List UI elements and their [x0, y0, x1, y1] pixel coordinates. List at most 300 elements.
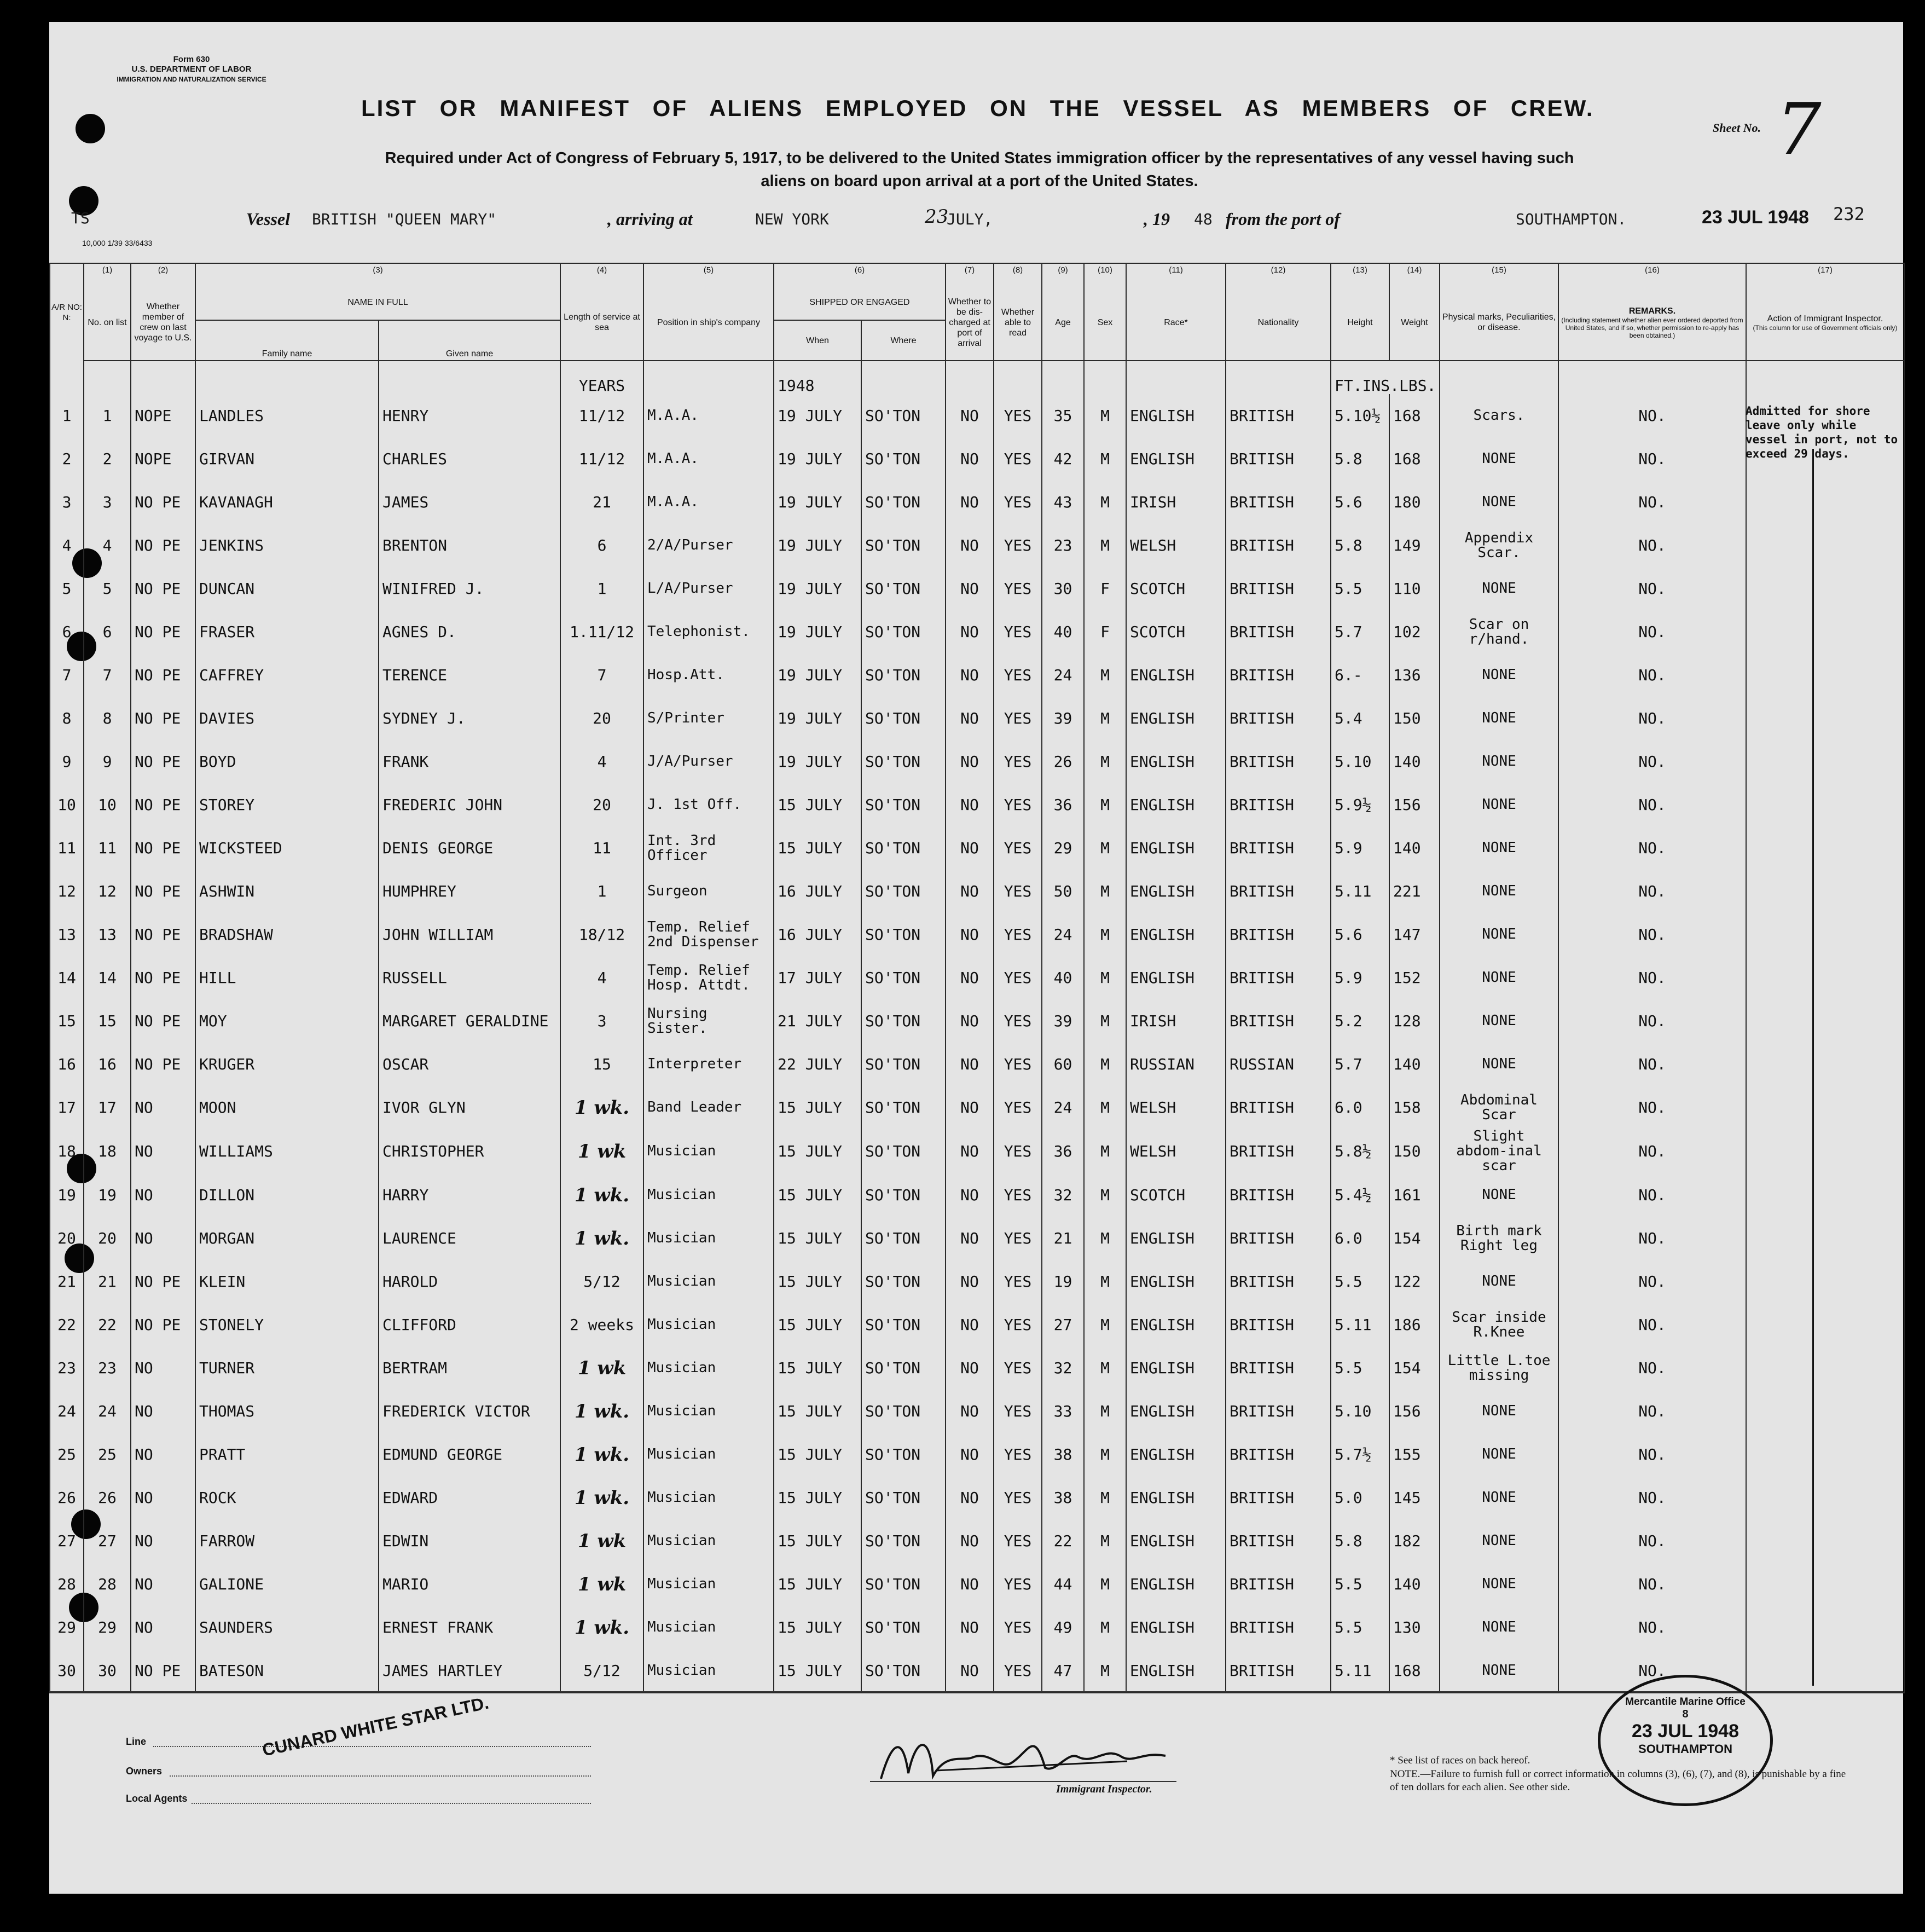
row-sex: F [1084, 567, 1126, 610]
row-shipped-where: SO'TON [861, 1086, 946, 1129]
print-code: 10,000 1/39 33/6433 [82, 239, 153, 247]
row-given-name: BRENTON [379, 524, 560, 567]
row-family-name: HILL [195, 956, 379, 999]
row-inspector-action [1746, 1346, 1904, 1390]
crew-row [50, 913, 1904, 956]
row-ar-number: 7 [50, 653, 84, 697]
row-shipped-when: 15 JULY [774, 1217, 861, 1260]
row-given-name: JOHN WILLIAM [379, 913, 560, 956]
row-shipped-when: 19 JULY [774, 740, 861, 783]
crew-row [50, 524, 1904, 567]
row-discharged: NO [946, 567, 994, 610]
sheet-number: 7 [1776, 88, 1822, 171]
line-label: Line [126, 1736, 147, 1747]
row-race: ENGLISH [1126, 653, 1226, 697]
row-given-name: ERNEST FRANK [379, 1606, 560, 1649]
row-age: 27 [1042, 1303, 1084, 1346]
row-able-to-read: YES [994, 437, 1042, 481]
departure-port: SOUTHAMPTON. [1516, 210, 1627, 228]
row-ar-number: 10 [50, 783, 84, 826]
sex-header: Sex [1084, 285, 1126, 361]
row-race: ENGLISH [1126, 1519, 1226, 1563]
row-service-length: 1 wk. [560, 1433, 643, 1476]
row-position: 2/A/Purser [643, 524, 774, 567]
row-nationality: BRITISH [1226, 999, 1331, 1043]
row-family-name: SAUNDERS [195, 1606, 379, 1649]
row-shipped-where: SO'TON [861, 999, 946, 1043]
row-prev-voyage: NO PE [131, 783, 195, 826]
row-list-number: 9 [84, 740, 131, 783]
row-sex: M [1084, 1217, 1126, 1260]
row-prev-voyage: NO [131, 1390, 195, 1433]
row-inspector-action [1746, 567, 1904, 610]
row-prev-voyage: NO [131, 1173, 195, 1217]
crew-row [50, 1086, 1904, 1129]
row-shipped-when: 21 JULY [774, 999, 861, 1043]
shipped-header: SHIPPED OR ENGAGED [774, 285, 946, 320]
row-shipped-where: SO'TON [861, 1390, 946, 1433]
row-shipped-when: 15 JULY [774, 826, 861, 870]
row-physical-marks: NONE [1440, 783, 1558, 826]
row-inspector-action [1746, 697, 1904, 740]
col-num: (8) [994, 263, 1042, 285]
row-able-to-read: YES [994, 1606, 1042, 1649]
crew-row [50, 826, 1904, 870]
row-nationality: BRITISH [1226, 1606, 1331, 1649]
row-discharged: NO [946, 437, 994, 481]
row-position: Musician [643, 1173, 774, 1217]
row-physical-marks: NONE [1440, 1390, 1558, 1433]
row-shipped-where: SO'TON [861, 1129, 946, 1173]
vessel-prefix: TS [71, 209, 90, 227]
col-num: (4) [560, 263, 643, 285]
row-sex: M [1084, 1346, 1126, 1390]
row-inspector-action [1746, 999, 1904, 1043]
row-list-number: 12 [84, 870, 131, 913]
row-height: 5.5 [1331, 1563, 1389, 1606]
row-position: M.A.A. [643, 437, 774, 481]
row-list-number: 13 [84, 913, 131, 956]
arrival-port: NEW YORK [755, 210, 829, 228]
row-given-name: TERENCE [379, 653, 560, 697]
row-list-number: 7 [84, 653, 131, 697]
row-remarks: NO. [1558, 913, 1746, 956]
row-nationality: BRITISH [1226, 1129, 1331, 1173]
row-able-to-read: YES [994, 1519, 1042, 1563]
row-family-name: BATESON [195, 1649, 379, 1693]
row-ar-number: 24 [50, 1390, 84, 1433]
row-given-name: OSCAR [379, 1043, 560, 1086]
col-num: (9) [1042, 263, 1084, 285]
row-able-to-read: YES [994, 913, 1042, 956]
row-service-length: 1 wk [560, 1563, 643, 1606]
row-race: ENGLISH [1126, 1303, 1226, 1346]
row-service-length: 1 wk [560, 1519, 643, 1563]
row-nationality: BRITISH [1226, 524, 1331, 567]
col-num: (2) [131, 263, 195, 285]
subtitle-line-1: Required under Act of Congress of February 5, 1917, to be delivered to the United States immigration officer by the representatives of any vessel having such [385, 149, 1574, 167]
row-inspector-action [1746, 1519, 1904, 1563]
row-weight: 110 [1389, 567, 1440, 610]
row-race: ENGLISH [1126, 1606, 1226, 1649]
row-discharged: NO [946, 1217, 994, 1260]
row-race: IRISH [1126, 999, 1226, 1043]
row-ar-number: 12 [50, 870, 84, 913]
row-shipped-where: SO'TON [861, 437, 946, 481]
row-position: Musician [643, 1563, 774, 1606]
row-service-length: 1 [560, 870, 643, 913]
row-race: SCOTCH [1126, 610, 1226, 653]
row-list-number: 11 [84, 826, 131, 870]
row-given-name: EDMUND GEORGE [379, 1433, 560, 1476]
row-weight: 150 [1389, 697, 1440, 740]
row-family-name: TURNER [195, 1346, 379, 1390]
row-list-number: 26 [84, 1476, 131, 1519]
row-inspector-action [1746, 740, 1904, 783]
row-able-to-read: YES [994, 1043, 1042, 1086]
row-shipped-where: SO'TON [861, 610, 946, 653]
row-race: ENGLISH [1126, 1346, 1226, 1390]
row-height: 5.7 [1331, 1043, 1389, 1086]
row-age: 40 [1042, 610, 1084, 653]
row-discharged: NO [946, 913, 994, 956]
row-sex: M [1084, 913, 1126, 956]
crew-row [50, 437, 1904, 481]
row-nationality: BRITISH [1226, 610, 1331, 653]
row-race: ENGLISH [1126, 1217, 1226, 1260]
row-physical-marks: NONE [1440, 1649, 1558, 1693]
row-prev-voyage: NO [131, 1519, 195, 1563]
row-age: 43 [1042, 481, 1084, 524]
row-ar-number: 9 [50, 740, 84, 783]
row-discharged: NO [946, 826, 994, 870]
row-ar-number: 23 [50, 1346, 84, 1390]
row-ar-number: 22 [50, 1303, 84, 1346]
row-given-name: EDWARD [379, 1476, 560, 1519]
row-given-name: HAROLD [379, 1260, 560, 1303]
row-nationality: BRITISH [1226, 1390, 1331, 1433]
row-discharged: NO [946, 1433, 994, 1476]
row-able-to-read: YES [994, 870, 1042, 913]
row-weight: 155 [1389, 1433, 1440, 1476]
years-unit: YEARS [560, 361, 643, 394]
row-height: 5.2 [1331, 999, 1389, 1043]
row-prev-voyage: NO PE [131, 740, 195, 783]
row-shipped-where: SO'TON [861, 913, 946, 956]
row-nationality: BRITISH [1226, 1303, 1331, 1346]
row-ar-number: 8 [50, 697, 84, 740]
row-remarks: NO. [1558, 1606, 1746, 1649]
row-inspector-action [1746, 1606, 1904, 1649]
row-physical-marks: NONE [1440, 437, 1558, 481]
row-sex: M [1084, 1519, 1126, 1563]
row-given-name: HENRY [379, 394, 560, 437]
crew-row [50, 1606, 1904, 1649]
row-discharged: NO [946, 524, 994, 567]
row-prev-voyage: NOPE [131, 394, 195, 437]
mercantile-marine-stamp [1598, 1675, 1773, 1806]
col-num: (15) [1440, 263, 1558, 285]
row-position: Musician [643, 1260, 774, 1303]
col-num: (3) [195, 263, 560, 285]
row-remarks: NO. [1558, 567, 1746, 610]
row-able-to-read: YES [994, 956, 1042, 999]
row-list-number: 1 [84, 394, 131, 437]
row-age: 32 [1042, 1173, 1084, 1217]
row-inspector-action [1746, 1217, 1904, 1260]
row-list-number: 3 [84, 481, 131, 524]
where-header: Where [861, 320, 946, 361]
row-position: Musician [643, 1217, 774, 1260]
row-remarks: NO. [1558, 1390, 1746, 1433]
stamp-bottom-text: SOUTHAMPTON [1638, 1742, 1732, 1756]
row-sex: F [1084, 610, 1126, 653]
row-family-name: FARROW [195, 1519, 379, 1563]
row-list-number: 19 [84, 1173, 131, 1217]
row-remarks: NO. [1558, 1649, 1746, 1693]
row-remarks: NO. [1558, 1086, 1746, 1129]
row-sex: M [1084, 870, 1126, 913]
row-ar-number: 15 [50, 999, 84, 1043]
row-shipped-when: 16 JULY [774, 870, 861, 913]
row-service-length: 15 [560, 1043, 643, 1086]
remarks-title: REMARKS. [1628, 306, 1676, 316]
row-remarks: NO. [1558, 697, 1746, 740]
row-position: Musician [643, 1346, 774, 1390]
row-list-number: 8 [84, 697, 131, 740]
row-shipped-where: SO'TON [861, 1519, 946, 1563]
from-label: from the port of [1226, 209, 1340, 229]
row-physical-marks: NONE [1440, 1260, 1558, 1303]
row-weight: 145 [1389, 1476, 1440, 1519]
row-family-name: THOMAS [195, 1390, 379, 1433]
row-position: Musician [643, 1606, 774, 1649]
row-nationality: BRITISH [1226, 1433, 1331, 1476]
row-service-length: 1 [560, 567, 643, 610]
col-num: (7) [946, 263, 994, 285]
row-shipped-when: 19 JULY [774, 437, 861, 481]
row-discharged: NO [946, 870, 994, 913]
row-sex: M [1084, 1129, 1126, 1173]
row-position: Interpreter [643, 1043, 774, 1086]
row-weight: 156 [1389, 783, 1440, 826]
row-inspector-action [1746, 1043, 1904, 1086]
col-num: (13) [1331, 263, 1389, 285]
row-shipped-when: 19 JULY [774, 394, 861, 437]
row-shipped-when: 15 JULY [774, 1519, 861, 1563]
row-service-length: 21 [560, 481, 643, 524]
row-discharged: NO [946, 653, 994, 697]
weight-header: Weight [1389, 285, 1440, 361]
row-position: Temp. Relief Hosp. Attdt. [643, 956, 774, 999]
row-height: 5.5 [1331, 1346, 1389, 1390]
crew-row [50, 1173, 1904, 1217]
row-inspector-action [1746, 1086, 1904, 1129]
row-age: 29 [1042, 826, 1084, 870]
row-weight: 168 [1389, 437, 1440, 481]
row-sex: M [1084, 1260, 1126, 1303]
row-ar-number: 2 [50, 437, 84, 481]
row-ar-number: 28 [50, 1563, 84, 1606]
row-remarks: NO. [1558, 653, 1746, 697]
row-nationality: BRITISH [1226, 1563, 1331, 1606]
given-name-header: Given name [379, 320, 560, 361]
row-age: 36 [1042, 783, 1084, 826]
row-list-number: 27 [84, 1519, 131, 1563]
row-physical-marks: NONE [1440, 1043, 1558, 1086]
vessel-line [71, 204, 1877, 242]
row-weight: 180 [1389, 481, 1440, 524]
row-list-number: 6 [84, 610, 131, 653]
row-age: 19 [1042, 1260, 1084, 1303]
row-discharged: NO [946, 1519, 994, 1563]
row-age: 47 [1042, 1649, 1084, 1693]
stamp-number: 232 [1833, 204, 1865, 224]
row-physical-marks: NONE [1440, 956, 1558, 999]
row-ar-number: 5 [50, 567, 84, 610]
row-ar-number: 4 [50, 524, 84, 567]
row-able-to-read: YES [994, 1649, 1042, 1693]
row-physical-marks: Little L.toe missing [1440, 1346, 1558, 1390]
row-weight: 182 [1389, 1519, 1440, 1563]
row-family-name: DAVIES [195, 697, 379, 740]
row-height: 5.8 [1331, 437, 1389, 481]
row-list-number: 21 [84, 1260, 131, 1303]
col-num: (6) [774, 263, 946, 285]
row-service-length: 1 wk. [560, 1173, 643, 1217]
row-remarks: NO. [1558, 870, 1746, 913]
row-family-name: FRASER [195, 610, 379, 653]
row-service-length: 1 wk. [560, 1086, 643, 1129]
row-sex: M [1084, 1563, 1126, 1606]
row-position: S/Printer [643, 697, 774, 740]
row-able-to-read: YES [994, 999, 1042, 1043]
row-position: Musician [643, 1476, 774, 1519]
row-remarks: NO. [1558, 481, 1746, 524]
row-given-name: WINIFRED J. [379, 567, 560, 610]
row-discharged: NO [946, 1173, 994, 1217]
row-service-length: 1 wk. [560, 1217, 643, 1260]
row-weight: 168 [1389, 1649, 1440, 1693]
row-physical-marks: NONE [1440, 653, 1558, 697]
row-sex: M [1084, 999, 1126, 1043]
owners-label: Owners [126, 1766, 163, 1777]
row-nationality: BRITISH [1226, 740, 1331, 783]
row-given-name: AGNES D. [379, 610, 560, 653]
row-family-name: GALIONE [195, 1563, 379, 1606]
row-height: 5.11 [1331, 1303, 1389, 1346]
inspector-caption: Immigrant Inspector. [1056, 1783, 1152, 1795]
row-family-name: WICKSTEED [195, 826, 379, 870]
row-shipped-where: SO'TON [861, 653, 946, 697]
row-position: Telephonist. [643, 610, 774, 653]
row-age: 21 [1042, 1217, 1084, 1260]
crew-row [50, 1346, 1904, 1390]
row-service-length: 20 [560, 697, 643, 740]
row-sex: M [1084, 1433, 1126, 1476]
row-physical-marks: NONE [1440, 740, 1558, 783]
row-nationality: BRITISH [1226, 1649, 1331, 1693]
subtitle-line-2: aliens on board upon arrival at a port of the United States. [761, 172, 1198, 190]
row-family-name: MOY [195, 999, 379, 1043]
inspector-action-note: (This column for use of Government officials only) [1753, 323, 1898, 332]
row-prev-voyage: NO PE [131, 1649, 195, 1693]
penalty-note: NOTE.—Failure to furnish full or correct information in columns (3), (6), (7), and (8), is punishable by a fine of ten dollars for each alien. See other side. [1390, 1768, 1846, 1793]
row-inspector-action [1746, 524, 1904, 567]
row-height: 5.8 [1331, 524, 1389, 567]
row-family-name: DUNCAN [195, 567, 379, 610]
row-list-number: 24 [84, 1390, 131, 1433]
row-inspector-action [1746, 870, 1904, 913]
row-height: 5.8½ [1331, 1129, 1389, 1173]
agents-label: Local Agents [126, 1793, 188, 1804]
row-able-to-read: YES [994, 481, 1042, 524]
row-service-length: 1.11/12 [560, 610, 643, 653]
row-ar-number: 11 [50, 826, 84, 870]
row-shipped-where: SO'TON [861, 1563, 946, 1606]
row-position: M.A.A. [643, 481, 774, 524]
row-age: 38 [1042, 1476, 1084, 1519]
row-list-number: 5 [84, 567, 131, 610]
row-weight: 186 [1389, 1303, 1440, 1346]
row-shipped-when: 15 JULY [774, 1346, 861, 1390]
row-discharged: NO [946, 610, 994, 653]
row-able-to-read: YES [994, 1346, 1042, 1390]
row-ar-number: 16 [50, 1043, 84, 1086]
row-prev-voyage: NO [131, 1433, 195, 1476]
row-sex: M [1084, 1606, 1126, 1649]
row-sex: M [1084, 1303, 1126, 1346]
crew-row [50, 394, 1904, 437]
row-able-to-read: YES [994, 394, 1042, 437]
row-prev-voyage: NO PE [131, 1303, 195, 1346]
row-age: 24 [1042, 913, 1084, 956]
row-shipped-where: SO'TON [861, 1606, 946, 1649]
row-given-name: HARRY [379, 1173, 560, 1217]
row-weight: 152 [1389, 956, 1440, 999]
row-shipped-where: SO'TON [861, 956, 946, 999]
row-shipped-where: SO'TON [861, 524, 946, 567]
row-shipped-when: 15 JULY [774, 1563, 861, 1606]
stamp-date-text: 23 JUL 1948 [1632, 1721, 1739, 1742]
race-header: Race* [1126, 285, 1226, 361]
row-inspector-action [1746, 1433, 1904, 1476]
row-nationality: BRITISH [1226, 1173, 1331, 1217]
row-service-length: 11/12 [560, 394, 643, 437]
row-position: Musician [643, 1519, 774, 1563]
year-label: , 19 [1144, 209, 1170, 229]
row-position: J. 1st Off. [643, 783, 774, 826]
row-nationality: BRITISH [1226, 1519, 1331, 1563]
row-discharged: NO [946, 999, 994, 1043]
row-ar-number: 29 [50, 1606, 84, 1649]
row-physical-marks: NONE [1440, 913, 1558, 956]
row-physical-marks: NONE [1440, 999, 1558, 1043]
row-remarks: NO. [1558, 1217, 1746, 1260]
crew-row [50, 1260, 1904, 1303]
row-shipped-when: 15 JULY [774, 1606, 861, 1649]
row-weight: 158 [1389, 1086, 1440, 1129]
crew-row [50, 481, 1904, 524]
row-shipped-when: 15 JULY [774, 1086, 861, 1129]
row-service-length: 1 wk. [560, 1606, 643, 1649]
row-shipped-when: 15 JULY [774, 1390, 861, 1433]
row-ar-number: 25 [50, 1433, 84, 1476]
row-age: 38 [1042, 1433, 1084, 1476]
row-height: 5.5 [1331, 567, 1389, 610]
row-position: Musician [643, 1433, 774, 1476]
row-sex: M [1084, 437, 1126, 481]
